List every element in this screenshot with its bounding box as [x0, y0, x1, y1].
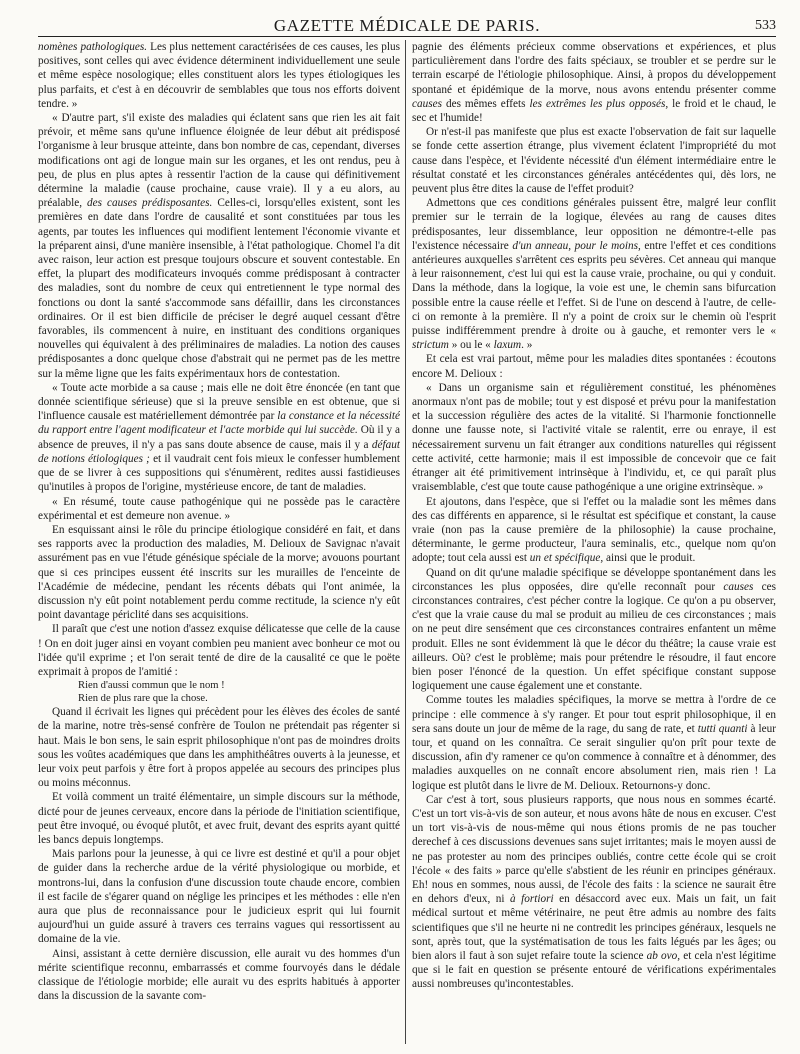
- paragraph: nomènes pathologiques. Les plus nettement caractérisées de ces causes, les plus positives, sont celles qui avec évidence déterminent individuellement une seule et même espèce nosologique; elles constituent alors les types étiologiques les plus parfaits, et c'est à en découvrir de semblables que tous nos efforts doivent tendre. »: [38, 41, 400, 110]
- column-divider: [405, 40, 406, 1044]
- verse-line: Rien de plus rare que la chose.: [78, 693, 208, 705]
- page-number: 533: [755, 18, 776, 33]
- paragraph: pagnie des éléments précieux comme observations et expériences, et plus particulièrement dans l'ordre des faits spéciaux, se troubler et se perdre sur le terrain escarpé de l'étiologie philosophique. Ainsi, à propos du développement spontané et épidémique de la morve, nous avons entendu présenter comme causes des mêmes effets les extrêmes les plus opposés, le froid et le chaud, le sec et l'humide!: [412, 41, 776, 125]
- paragraph: Quand on dit qu'une maladie spécifique se développe spontanément dans les circonstances les plus opposées, dire qu'elle reconnaît pour causes ces circonstances contraires, c'est pécher contre la logique. Ce qu'on a pu observer, c'est que la vraie cause du mal se produit au milieu de ces circonstances ; mais on ne peut dire sensément que ces circonstances contraires enfantent un même produit. Elles ne sont évidemment là que le décor du théâtre; la cause vraie est ailleurs. Où? c'est le problème; mais pour prétendre le résoudre, il faut encore bien poser l'énoncé de la question. Un effet spécifique constant suppose logiquement une cause également une et constante.: [412, 566, 776, 693]
- paragraph: Car c'est à tort, sous plusieurs rapports, que nous nous en sommes écarté. C'est un tort vis-à-vis de son auteur, et nous avons hâte de nous en excuser. C'est un tort vis-à-vis de nous-même qui nous étions promis de ne pas toucher derechef à ces discussions devenues sans sujet irritantes; mais le moyen aussi de ne pas protester au nom des principes oubliés, contre cette école qui se croit l'école « des faits » parce qu'elle s'abstient de les réunir en principes généraux. Eh! nous en sommes, nous aussi, de l'école des faits : la science ne saurait être en dehors d'eux, ni à fortiori en désaccord avec eux. Mais un fait, un fait médical surtout et même vétérinaire, ne peut être admis au nombre des faits scientifiques que s'il ne heurte ni ne contredit les principes généraux, lesquels ne sont, après tout, que la systématisation de tous les faits légués par les âges; ou bien alors il faut à son sujet refaire toute la science ab ovo, et cela n'est légitime que si le fait en question se présente entouré de vérifications expérimentales aussi nombreuses qu'incontestables.: [412, 793, 776, 991]
- paragraph: « Dans un organisme sain et régulièrement constitué, les phénomènes anormaux n'ont pas de mobile; tout y est disposé et prévu pour la manifestation et la succession régulière des actes de la vitalité. Si l'harmonie fonctionnelle donne une fausse note, si l'activité vitale se ralentit, erre ou enraye, il est nécessairement survenu un fait étranger aux conditions naturelles qui régissent cette activité, cette harmonie; mais il est impossible de concevoir que ce fait étranger ait été primitivement intrinsèque à l'individu, et, ce qui paraît plus vraisemblable, c'est que toute cause pathogénique a une origine extrinsèque. »: [412, 381, 776, 494]
- paragraph: Mais parlons pour la jeunesse, à qui ce livre est destiné et qu'il a pour objet de guider dans la recherche ardue de la vérité physiologique ou morbide, et montrons-lui, dans la confusion d'une discussion toute chaude encore, combien il est facile de s'égarer quand on néglige les principes et les méthodes : elle n'en aura que plus de reconnaissance pour le judicieux esprit qui lui fournit aujourd'hui un guide assuré à travers ces terrains vagues qui ressortissent au domaine de la vie.: [38, 848, 400, 946]
- left-column: [38, 40, 400, 1044]
- verse-quote: [38, 679, 400, 705]
- paragraph: Comme toutes les maladies spécifiques, la morve se mettra à l'ordre de ce principe : elle commence à s'y ranger. Et pour tout esprit philosophique, il en sera sans doute un jour de même de la rage, du sang de rate, et tutti quanti à leur tour, et quand on les connaîtra. Ce serait singulier qu'on prît pour texte de discussion, afin d'y ramener ce qu'on commence à connaître et à dénommer, des maladies auxquelles on ne connaît encore absolument rien, mais rien ! La logique est plutôt dans le livre de M. Delioux. Retournons-y donc.: [412, 694, 776, 792]
- right-column: [412, 40, 776, 1044]
- paragraph: Admettons que ces conditions générales puissent être, malgré leur conflit premier sur le terrain de la logique, élevées au rang de causes dites prédisposantes, leur dissemblance, leur opposition ne démontre-t-elle pas l'existence nécessaire d'un anneau, pour le moins, entre l'effet et ces conditions antérieures auxquelles s'arrêtent ces esprits peu sévères. Cet anneau qui manque à leur raisonnement, c'est lui qui est la cause vraie, prochaine, ou qui y conduit. Dans la méthode, dans la logique, la voie est une, le chemin sans bifurcation possible entre la cause réelle et l'effet. Si de l'une on descend à l'autre, de celle-ci on remonte à la première. Il n'y a point de croix sur le chemin où l'esprit puisse indifféremment prendre à droite ou à gauche, et remonter vers le « strictum » ou le « laxum. »: [412, 197, 776, 352]
- verse-line: Rien d'aussi commun que le nom !: [78, 680, 225, 692]
- paragraph: Et ajoutons, dans l'espèce, que si l'effet ou la maladie sont les mêmes dans des cas différents en apparence, si le résultat est spécifique et constant, la cause vraie (non pas la cause première de la philosophie) la cause prochaine, déterminante, le germe producteur, l'aura seminalis, etc., quelque nom qu'on adopte; tout cela aussi est un et spécifique, ainsi que le produit.: [412, 495, 776, 565]
- paragraph: En esquissant ainsi le rôle du principe étiologique considéré en fait, et dans ses rapports avec la production des maladies, M. Delioux de Savignac n'avait assurément pas en vue l'étude génésique spéciale de la morve; avouons pourtant que si ces principes eussent été inscrits sur les murailles de l'enceinte de l'Académie de médecine, pendant les récents débats qui l'ont animée, la discussion n'y eût point notablement perdu comme rectitude, la science n'y eût point davantage périclité dans ses acquisitions.: [38, 523, 400, 622]
- paragraph: Or n'est-il pas manifeste que plus est exacte l'observation de fait sur laquelle se fonde cette assertion étrange, plus vivement éclatent l'impropriété du mot cause dans l'espèce, et l'évidente nécessité d'un élément intermédiaire entre le résultat constaté et les circonstances générales antécédentes qui, dès lors, ne peuvent plus être dites la cause de l'effet produit?: [412, 126, 776, 196]
- paragraph: « Toute acte morbide a sa cause ; mais elle ne doit être énoncée (en tant que donnée scientifique sérieuse) que si la preuve sensible en est obtenue, que si l'influence causale est matériellement démontrée par la constance et la nécessité du rapport entre l'agent modificateur et l'acte morbide qui lui succède. Où il y a absence de preuves, il n'y a pas sans doute absence de cause, mais il y a défaut de notions étiologiques ; et il vaudrait cent fois mieux le confesser humblement que de se livrer à ces suppositions qui s'énumèrent, redites aussi fastidieuses qu'inutiles à propos de l'origine, mystérieuse encore, de tant de maladies.: [38, 381, 400, 494]
- paragraph: Ainsi, assistant à cette dernière discussion, elle aurait vu des hommes d'un mérite scientifique reconnu, embarrassés et comme fourvoyés dans le dédale classique de l'étiologie morbide; elle aurait vu des esprits habitués à apporter dans la discussion de la savante com-: [38, 947, 400, 1003]
- paragraph: Et voilà comment un traité élémentaire, un simple discours sur la méthode, dicté pour de jeunes cerveaux, encore dans la période de l'initiation scientifique, peut être invoqué, ou évoqué plutôt, et avec fruit, devant des esprits ayant quitté les bancs depuis longtemps.: [38, 791, 400, 846]
- journal-title: GAZETTE MÉDICALE DE PARIS.: [273, 16, 541, 35]
- header-rule: [38, 36, 776, 37]
- paragraph: Il paraît que c'est une notion d'assez exquise délicatesse que celle de la cause ! On en doit juger ainsi en voyant combien peu manient avec bonheur ce mot ou l'idée qu'il exprime ; et l'on serait tenté de dire de la causalité ce que le poëte exprimait à propos de l'amitié :: [38, 623, 400, 678]
- paragraph: « En résumé, toute cause pathogénique qui ne possède pas le caractère expérimental et est demeure non avenue. »: [38, 495, 400, 522]
- paragraph: Quand il écrivait les lignes qui précèdent pour les élèves des écoles de santé de la marine, notre très-sensé confrère de Toulon ne prétendait pas régenter si haut. Mais le bon sens, le sain esprit philosophique n'ont pas de moindres droits sous les voûtes académiques que dans les amphithéâtres ouverts à la jeunesse, et leur voix peut parfois y être fort à propos appelée au secours des principes plus ou moins méconnus.: [38, 706, 400, 790]
- paragraph: Et cela est vrai partout, même pour les maladies dites spontanées : écoutons encore M. Delioux :: [412, 353, 776, 380]
- paragraph: « D'autre part, s'il existe des maladies qui éclatent sans que rien les ait fait prévoir, et même sans qu'une influence éloignée de leur début ait prédisposé l'organisme à leur brusque atteinte, dans bon nombre de cas, cependant, diverses modifications ont agi de longue main sur les organes, et les ont rendus, peu à peu, de plus en plus aptes à ressentir l'action de la cause qui définitivement détermine la maladie (cause prochaine, cause vraie). Il y a eu alors, au préalable, des causes prédisposantes. Celles-ci, lorsqu'elles existent, sont les premières en date dans l'ordre de causalité et sont constituées par tous les agents, par toutes les influences qui modifient lentement l'économie vivante et la préparent ainsi, d'une manière insensible, à l'état pathologique. Chomel l'a dit avec raison, leur action est presque toujours obscure et souvent contestable. En effet, la plupart des modificateurs invoqués comme prédisposant à contracter des maladies, sont du nombre de ceux qui entretiennent le type normal des fonctions ou dont la santé s'accommode sans défaillir, dans les circonstances ordinaires. Or il est bien difficile de préciser le degré auquel cessant d'être favorables, ils commencent à nuire, en instituant des conditions organiques nouvelles qui équivalent à des préliminaires de maladies. La notion des causes prédisposantes a donc quelque chose d'abstrait qui ne permet pas de les mettre sur la même ligne que les faits expérimentaux hors de contestation.: [38, 112, 400, 380]
